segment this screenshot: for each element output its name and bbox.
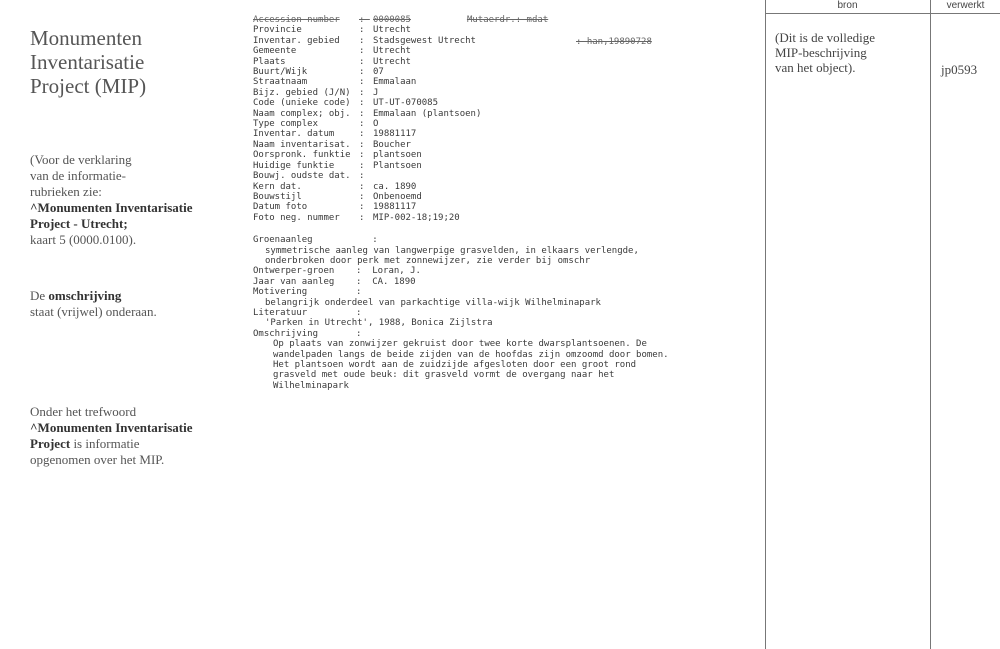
omschrijving-label: Omschrijving : [253,328,362,339]
field-value: J [373,87,379,98]
field-row: Buurt/Wijk : 07 [253,67,384,78]
field-key: Bouwj. oudste dat. [253,171,351,182]
field-row: Foto neg. nummer : MIP-002-18;19;20 [253,212,460,223]
field-value: O [373,119,379,130]
groenaanleg-label: Groenaanleg : [253,235,378,246]
record-card [253,15,753,391]
groenaanleg-line: symmetrische aanleg van langwerpige grasvelden, in elkaars verlengde, [265,245,639,256]
field-key: Bouwstijl [253,191,302,202]
field-row: Datum foto : 19881117 [253,202,417,213]
field-value: Utrecht [373,25,411,36]
field-value: Onbenoemd [373,191,422,202]
field-key: Naam inventarisat. [253,139,351,150]
bron-line: MIP-beschrijving [775,45,867,60]
title-line: Monumenten [30,26,142,50]
note-line: (Voor de verklaring [30,152,132,167]
page-title [30,26,230,98]
field-key: Accession number [253,15,340,25]
note-line: staat (vrijwel) onderaan. [30,304,157,319]
motivering-line: belangrijk onderdeel van parkachtige villa-wijk Wilhelminapark [265,297,601,308]
field-value: plantsoen [373,150,422,161]
field-key: Gemeente [253,46,297,57]
field-key: Straatnaam [253,77,308,88]
ontwerper-row: Ontwerper-groen : Loran, J. [253,266,421,277]
field-value: UT-UT-070085 [373,98,439,109]
field-row: Naam complex; obj. : Emmalaan (plantsoen) [253,108,482,119]
omschrijving-line: grasveld met oude beuk: dit grasveld vormt de overgang naar het [273,370,615,381]
note-bold: omschrijving [48,288,122,303]
field-value: 19881117 [373,202,417,213]
motivering-label: Motivering : [253,287,362,298]
field-key: Huidige funktie [253,160,335,171]
field-key: Inventar. datum [253,129,335,140]
column-divider [930,0,931,649]
field-key: Provincie [253,25,302,36]
field-row: Plaats : Utrecht [253,56,411,67]
note-verklaring [30,152,230,248]
field-value: Emmalaan (plantsoen) [373,108,482,119]
mip-utrecht-link[interactable]: Project - Utrecht; [30,216,128,231]
verwerkt-header: verwerkt [946,0,985,11]
field-value: 19881117 [373,129,417,140]
field-key: Oorspronk. funktie [253,150,351,161]
bron-line: (Dit is de volledige [775,30,876,45]
title-line: Project (MIP) [30,74,147,98]
verwerkt-cell: jp0593 [941,62,978,77]
note-prefix: De [30,288,49,303]
field-value: Utrecht [373,46,411,57]
mip-keyword-link[interactable]: ^Monumenten Inventarisatie [30,420,193,435]
literatuur-label: Literatuur : [253,307,362,318]
field-key: Code (unieke code) [253,98,351,109]
field-list [253,25,753,223]
column-divider [765,0,766,649]
mutation-text: Mutaerdr.: mdat [466,15,549,25]
field-key: Datum foto [253,202,308,213]
field-value: ca. 1890 [373,181,417,192]
field-row: Naam inventarisat. : Boucher [253,139,411,150]
field-row: Oorspronk. funktie : plantsoen [253,150,422,161]
omschrijving-line: Wilhelminapark [273,380,349,391]
field-row: Code (unieke code) : UT-UT-070085 [253,98,439,109]
field-key: Type complex [253,119,319,130]
field-value: MIP-002-18;19;20 [373,212,460,223]
field-key: Bijz. gebied (J/N) [253,87,351,98]
field-row: Inventar. datum : 19881117 [253,129,417,140]
note-trefwoord [30,404,230,468]
title-line: Inventarisatie [30,50,145,74]
field-value: Stadsgewest Utrecht [373,35,476,46]
bron-cell [775,30,925,75]
field-key: Inventar. gebied [253,35,340,46]
accession-row: Accession number : 0000085 Mutaerdr.: mdat [253,15,549,25]
field-value: Utrecht [373,56,411,67]
note-omschrijving [30,288,230,320]
omschrijving-line: wandelpaden langs de beide zijden van de hoofdas zijn omzoomd door bomen. [273,349,669,360]
field-value: Emmalaan [373,77,417,88]
field-key: Naam complex; obj. [253,108,351,119]
note-line: van de informatie- [30,168,127,183]
field-key: Buurt/Wijk [253,67,308,78]
bron-header: bron [837,0,858,11]
field-row: Type complex : O [253,119,379,130]
date-stamp: : han,19890728 [576,37,652,47]
note-line: kaart 5 (0000.0100). [30,232,137,247]
bron-line: van het object). [775,60,856,75]
field-value: 07 [373,67,384,78]
field-key: Kern dat. [253,181,302,192]
note-line: Onder het trefwoord [30,404,137,419]
note-text: is informatie [70,436,140,451]
sidebar [30,26,230,467]
field-value: Boucher [373,139,411,150]
field-row: Kern dat. : ca. 1890 [253,181,417,192]
note-line: opgenomen over het MIP. [30,452,165,467]
field-value: Plantsoen [373,160,422,171]
field-row: Bijz. gebied (J/N) : J [253,87,379,98]
field-row: Inventar. gebied : Stadsgewest Utrecht [253,35,476,46]
mip-keyword-link-2[interactable]: Project [30,436,71,451]
field-key: Foto neg. nummer [253,212,340,223]
field-row: Gemeente : Utrecht [253,46,411,57]
field-row: Bouwstijl : Onbenoemd [253,191,422,202]
note-line: rubrieken zie: [30,184,102,199]
omschrijving-line: Op plaats van zonwijzer gekruist door twee korte dwarsplantsoenen. De [273,339,647,350]
field-row: Bouwj. oudste dat. : [253,171,370,182]
field-row: Huidige funktie : Plantsoen [253,160,422,171]
header-divider [765,13,1000,14]
literatuur-line: 'Parken in Utrecht', 1988, Bonica Zijlstra [265,318,493,329]
field-key: Plaats [253,56,286,67]
jaar-row: Jaar van aanleg : CA. 1890 [253,276,416,287]
field-row: Provincie : Utrecht [253,25,411,36]
field-value: 0000085 [373,15,411,25]
mip-link[interactable]: ^Monumenten Inventarisatie [30,200,193,215]
field-row: Straatnaam : Emmalaan [253,77,417,88]
omschrijving-line: Het plantsoen wordt aan de zuidzijde afgesloten door een groot rond [273,360,637,370]
groenaanleg-line: onderbroken door perk met zonnewijzer, zie verder bij omschr [265,255,591,266]
